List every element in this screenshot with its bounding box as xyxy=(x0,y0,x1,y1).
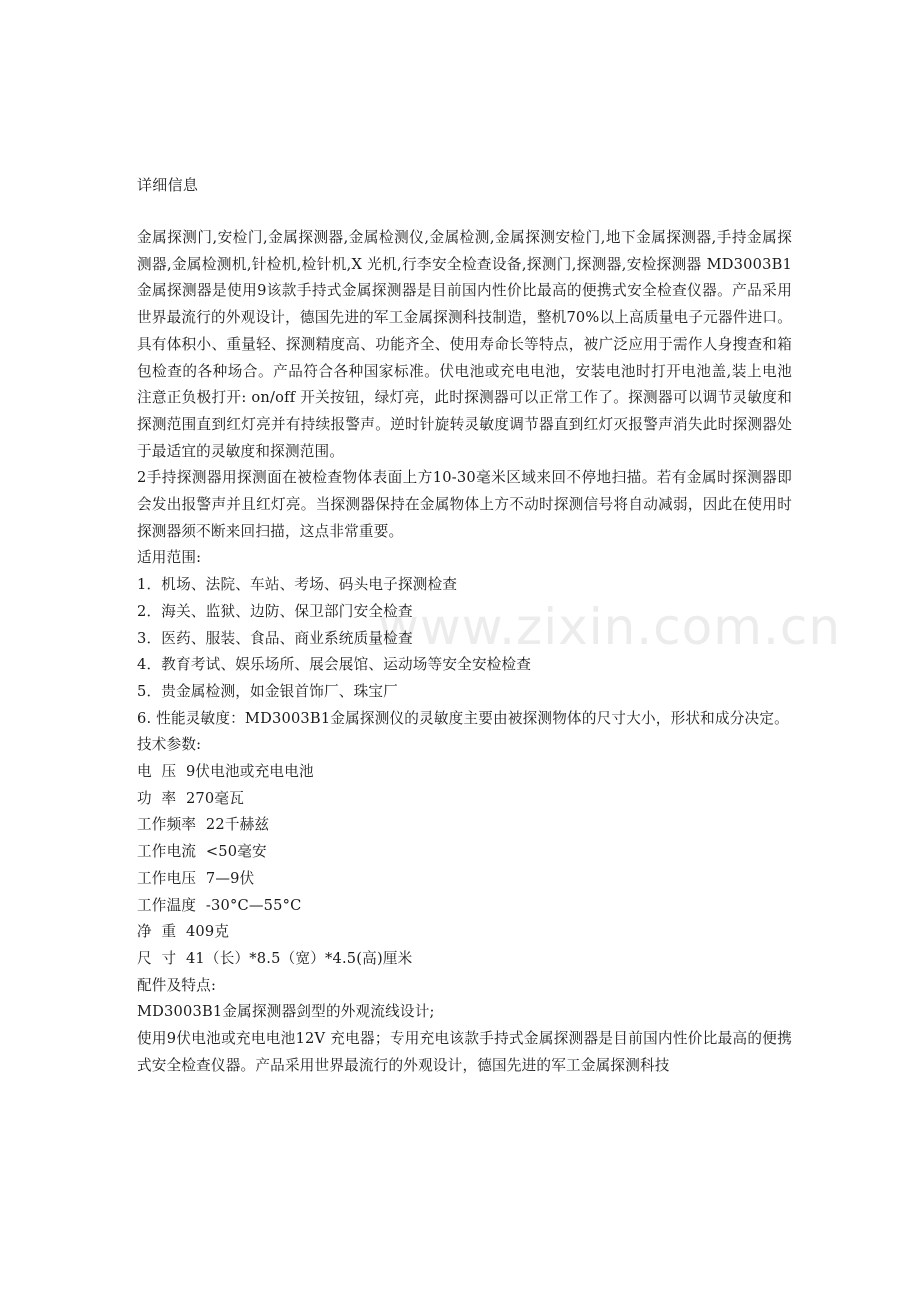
scope-title: 适用范围: xyxy=(137,549,202,567)
scope-item: 1．机场、法院、车站、考场、码头电子探测检查 xyxy=(137,576,458,594)
spec-row: 工作频率 22千赫兹 xyxy=(137,816,270,834)
intro-paragraph: 金属探测门,安检门,金属探测器,金属检测仪,金属检测,金属探测安检门,地下金属探测器,手持金属探测器,金属检测机,针检机,检针机,X 光机,行李安全检查设备,探测门,探测器,安检探测器 MD3003B1金属探测器是使用9该款手持式金属探测器是目前国内性价比最高的便携式安全检查仪器。产品采用世界最流行的外观设计，德国先进的军工金属探测科技制造，整机70%以上高质量电子元器件进口。具有体积小、重量轻、探测精度高、功能齐全、使用寿命长等特点，被广泛应用于需作人身搜查和箱包检查的各种场合。产品符合各种国家标准。伏电池或充电电池，安装电池时打开电池盖,装上电池注意正负极打开: on/off 开关按钮，绿灯亮，此时探测器可以正常工作了。探测器可以调节灵敏度和探测范围直到红灯亮并有持续报警声。逆时针旋转灵敏度调节器直到红灯灭报警声消失此时探测器处于最适宜的灵敏度和探测范围。 xyxy=(137,229,792,460)
scope-item: 5．贵金属检测，如金银首饰厂、珠宝厂 xyxy=(137,682,398,700)
watermark: www.zixin.com.cn xyxy=(378,598,842,656)
scope-item: 2．海关、监狱、边防、保卫部门安全检查 xyxy=(137,602,413,620)
spec-row: 尺 寸 41（长）*8.5（宽）*4.5(高)厘米 xyxy=(137,949,413,967)
section-heading: 详细信息 xyxy=(137,176,199,194)
accessories-paragraph: 使用9伏电池或充电电池12V 充电器；专用充电该款手持式金属探测器是目前国内性价比最高的便携式安全检查仪器。产品采用世界最流行的外观设计，德国先进的军工金属探测科技 xyxy=(137,1030,792,1074)
specs-title: 技术参数: xyxy=(137,736,202,754)
accessories-line: MD3003B1金属探测器剑型的外观流线设计; xyxy=(137,1003,435,1021)
accessories-title: 配件及特点: xyxy=(137,976,217,994)
spec-row: 功 率 270毫瓦 xyxy=(137,789,244,807)
spec-row: 工作电流 <50毫安 xyxy=(137,843,267,861)
spec-row: 工作温度 -30°C—55°C xyxy=(137,896,302,914)
spec-row: 净 重 409克 xyxy=(137,923,230,941)
sensitivity-paragraph: 6. 性能灵敏度：MD3003B1金属探测仪的灵敏度主要由被探测物体的尺寸大小，形状和成分决定。 xyxy=(137,709,789,727)
scope-item: 4．教育考试、娱乐场所、展会展馆、运动场等安全安检检查 xyxy=(137,656,532,674)
spec-row: 工作电压 7—9伏 xyxy=(137,869,255,887)
scope-item: 3．医药、服装、食品、商业系统质量检查 xyxy=(137,629,413,647)
spec-row: 电 压 9伏电池或充电电池 xyxy=(137,763,314,781)
document-page xyxy=(137,172,792,1080)
usage-paragraph: 2手持探测器用探测面在被检查物体表面上方10-30毫米区域来回不停地扫描。若有金属时探测器即会发出报警声并且红灯亮。当探测器保持在金属物体上方不动时探测信号将自动减弱，因此在使用时探测器须不断来回扫描，这点非常重要。 xyxy=(137,469,792,540)
